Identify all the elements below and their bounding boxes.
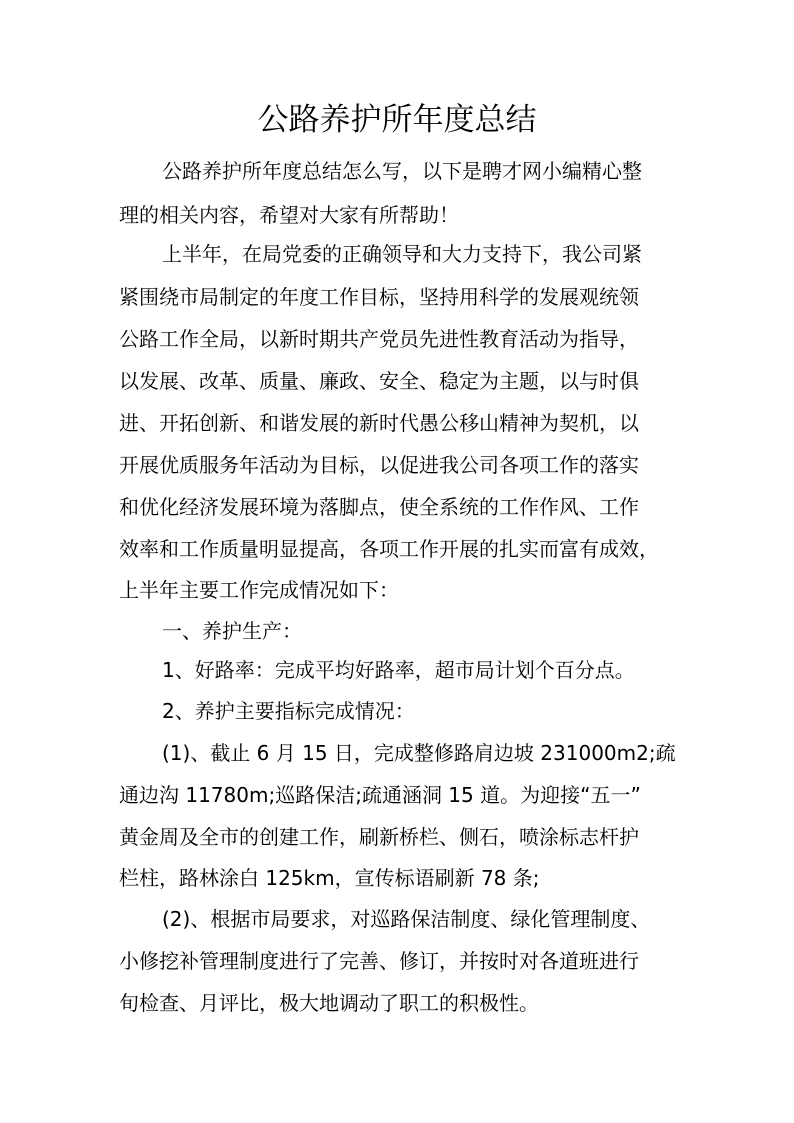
body-line: 栏柱，路林涂白 125km，宣传标语刷新 78 条; (119, 866, 540, 890)
body-line: 进、开拓创新、和谐发展的新时代愚公移山精神为契机，以 (119, 411, 639, 435)
body-line: (1)、截止 6 月 15 日，完成整修路肩边坡 231000m2;疏 (162, 741, 676, 765)
body-line: 通边沟 11780m;巡路保洁;疏通涵洞 15 道。为迎接“五一” (119, 783, 641, 807)
document-title: 公路养护所年度总结 (257, 102, 537, 138)
body-line: 紧围绕市局制定的年度工作目标，坚持用科学的发展观统领 (119, 285, 639, 309)
section-heading: 一、养护生产： (162, 619, 302, 643)
body-line: 1、好路率：完成平均好路率，超市局计划个百分点。 (162, 658, 635, 682)
body-line: 2、养护主要指标完成情况： (162, 699, 415, 723)
body-line: 理的相关内容，希望对大家有所帮助！ (119, 203, 459, 227)
body-line: 旬检查、月评比，极大地调动了职工的积极性。 (119, 991, 539, 1015)
body-line: 公路养护所年度总结怎么写，以下是聘才网小编精心整 (162, 159, 642, 183)
body-line: 小修挖补管理制度进行了完善、修订，并按时对各道班进行 (119, 949, 639, 973)
body-line: 效率和工作质量明显提高，各项工作开展的扎实而富有成效， (119, 537, 659, 561)
body-line: 上半年，在局党委的正确领导和大力支持下，我公司紧 (162, 242, 642, 266)
body-line: 以发展、改革、质量、廉政、安全、稳定为主题，以与时俱 (119, 369, 639, 393)
body-line: 上半年主要工作完成情况如下： (119, 578, 399, 602)
body-line: (2)、根据市局要求，对巡路保洁制度、绿化管理制度、 (162, 907, 651, 931)
body-line: 开展优质服务年活动为目标，以促进我公司各项工作的落实 (119, 453, 639, 477)
body-line: 和优化经济发展环境为落脚点，使全系统的工作作风、工作 (119, 495, 639, 519)
body-line: 黄金周及全市的创建工作，刷新桥栏、侧石，喷涂标志杆护 (119, 825, 639, 849)
body-line: 公路工作全局，以新时期共产党员先进性教育活动为指导， (119, 327, 639, 351)
